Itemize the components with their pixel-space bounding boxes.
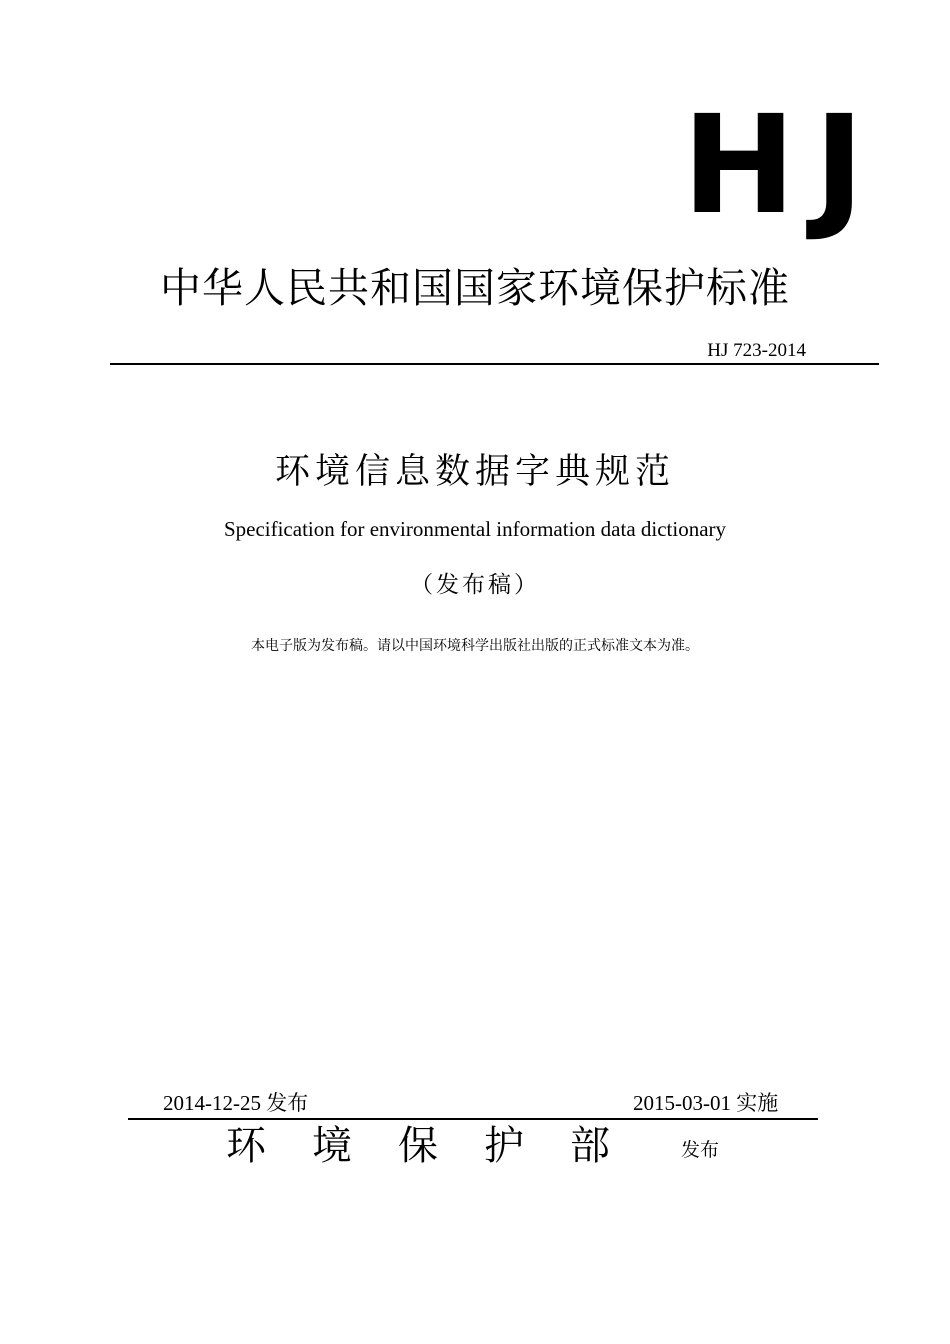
implement-date: 2015-03-01 实施 xyxy=(633,1091,779,1115)
hj-logo: HJ xyxy=(682,87,883,245)
bottom-divider xyxy=(128,1118,818,1120)
document-title-chinese: 环境信息数据字典规范 xyxy=(274,452,675,492)
issuing-ministry: 环境保护部 xyxy=(226,1123,656,1169)
edition-notice: 本电子版为发布稿。请以中国环境科学出版社出版的正式标准文本为准。 xyxy=(251,638,699,654)
standard-number: HJ 723-2014 xyxy=(707,340,806,361)
issuer-label: 发布 xyxy=(681,1139,720,1161)
top-divider xyxy=(110,363,879,365)
publish-date: 2014-12-25 发布 xyxy=(163,1091,309,1115)
document-title-english: Specification for environmental information data dictionary xyxy=(223,517,727,541)
standard-body-title: 中华人民共和国国家环境保护标准 xyxy=(160,264,790,312)
draft-label: （发布稿） xyxy=(410,572,540,598)
